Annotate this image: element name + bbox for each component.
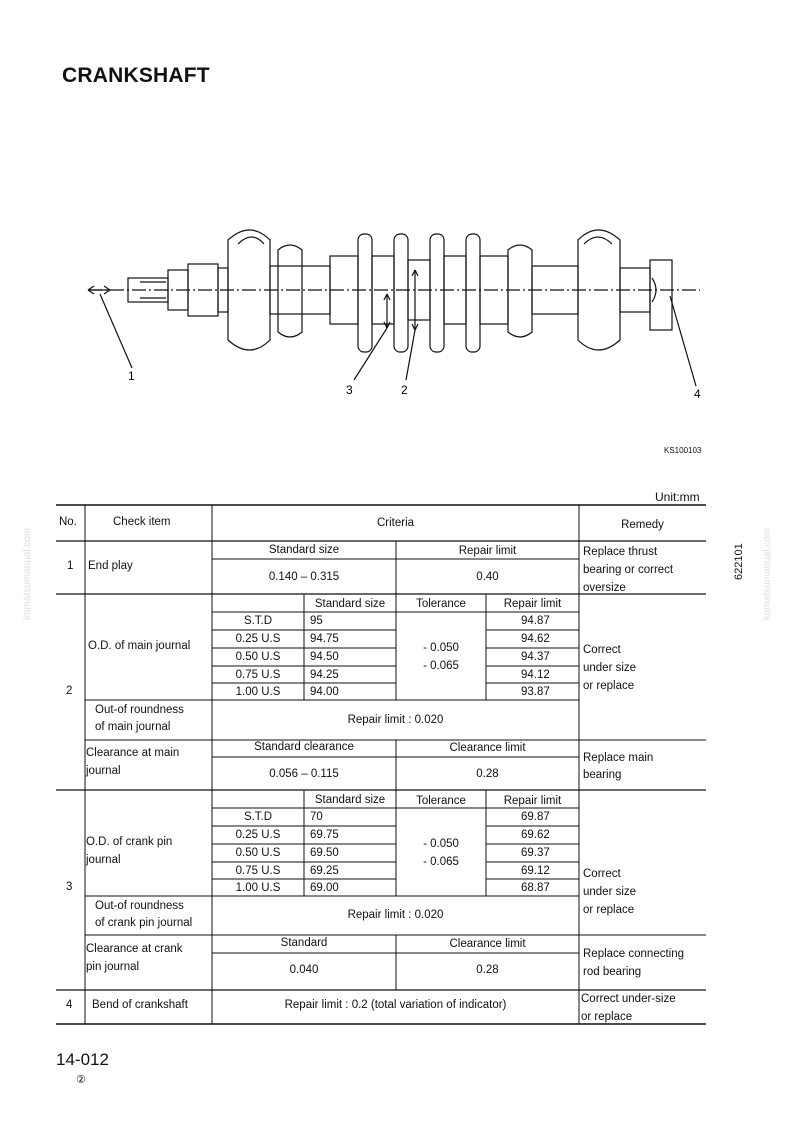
row3-item-od-line2: journal: [86, 854, 121, 866]
row1-col-standard: Standard size: [268, 544, 340, 556]
row2-clearance-standard-value: 0.056 – 0.115: [269, 768, 339, 780]
watermark-left: komatsumanual.com: [22, 527, 33, 620]
row4-remedy-line1: Correct under-size: [581, 993, 676, 1005]
row2-remedy-b-line1: Replace main: [583, 752, 654, 764]
callout-3: 3: [346, 383, 353, 397]
row2-remedy-a-line1: Correct: [583, 644, 621, 656]
row2-standard: 95: [310, 615, 323, 627]
row2-size: S.T.D: [243, 615, 273, 627]
row3-out-round-item-line2: of crank pin journal: [95, 917, 193, 929]
row1-repair-value: 0.40: [476, 571, 499, 583]
row4-no: 4: [66, 999, 73, 1011]
row3-repair: 69.87: [521, 811, 550, 823]
row2-repair: 93.87: [521, 686, 550, 698]
row4-remedy-line2: or replace: [581, 1011, 633, 1023]
row3-size: 0.75 U.S: [235, 865, 281, 877]
row2-size: 0.50 U.S: [235, 651, 281, 663]
row3-clearance-standard-value: 0.040: [289, 964, 319, 976]
row2-out-round-value: Repair limit : 0.020: [347, 714, 444, 726]
row4-value: Repair limit : 0.2 (total variation of indicator): [284, 999, 507, 1011]
row2-no: 2: [66, 685, 73, 697]
header-check-item: Check item: [113, 516, 171, 528]
row3-standard: 69.00: [310, 882, 339, 894]
row3-size: 0.50 U.S: [235, 847, 281, 859]
row2-tolerance-upper: - 0.050: [423, 642, 459, 654]
row2-size: 0.25 U.S: [235, 633, 281, 645]
row3-clearance-col-limit: Clearance limit: [449, 938, 526, 950]
row2-clearance-limit-value: 0.28: [476, 768, 499, 780]
row2-size: 0.75 U.S: [235, 669, 281, 681]
row3-repair: 68.87: [521, 882, 550, 894]
row3-standard: 69.50: [310, 847, 339, 859]
row3-standard: 69.25: [310, 865, 339, 877]
header-no: No.: [59, 516, 77, 528]
row3-repair: 69.37: [521, 847, 550, 859]
row2-tolerance-lower: - 0.065: [423, 660, 459, 672]
row1-col-repair: Repair limit: [458, 545, 517, 557]
callout-1: 1: [128, 369, 135, 383]
row1-remedy-line3: oversize: [583, 582, 626, 594]
row2-clearance-item-line1: Clearance at main: [86, 747, 180, 759]
row3-clearance-limit-value: 0.28: [476, 964, 499, 976]
row1-item: End play: [88, 560, 133, 572]
side-code: 622101: [733, 543, 745, 580]
row3-repair: 69.62: [521, 829, 550, 841]
row1-no: 1: [67, 560, 74, 572]
row3-standard: 70: [310, 811, 323, 823]
row3-standard: 69.75: [310, 829, 339, 841]
row3-remedy-a-line3: or replace: [583, 904, 635, 916]
row2-repair: 94.37: [521, 651, 550, 663]
row3-no: 3: [66, 881, 73, 893]
row3-remedy-a-line2: under size: [583, 886, 637, 898]
callout-2: 2: [401, 383, 408, 397]
row2-repair: 94.12: [521, 669, 550, 681]
row3-remedy-a-line1: Correct: [583, 868, 621, 880]
row2-standard: 94.00: [310, 686, 339, 698]
row3-item-od-line1: O.D. of crank pin: [86, 836, 173, 848]
row3-tolerance-upper: - 0.050: [423, 838, 459, 850]
row1-remedy-line2: bearing or correct: [583, 564, 674, 576]
row2-subheader-tolerance: Tolerance: [416, 598, 466, 610]
row3-size: 0.25 U.S: [235, 829, 281, 841]
row3-subheader-tolerance: Tolerance: [416, 795, 466, 807]
row3-clearance-item-line2: pin journal: [86, 961, 140, 973]
unit-label: Unit:mm: [655, 490, 700, 504]
row3-remedy-b-line1: Replace connecting: [583, 948, 685, 960]
row3-repair: 69.12: [521, 865, 550, 877]
row2-clearance-col-limit: Clearance limit: [449, 742, 526, 754]
row2-item-od: O.D. of main journal: [88, 640, 191, 652]
row2-subheader-repair: Repair limit: [503, 598, 562, 610]
page-number: 14-012: [56, 1050, 109, 1069]
row3-out-round-value: Repair limit : 0.020: [347, 909, 444, 921]
row3-subheader-repair: Repair limit: [503, 795, 562, 807]
row1-standard-value: 0.140 – 0.315: [268, 571, 340, 583]
page-title: CRANKSHAFT: [62, 64, 210, 87]
row2-standard: 94.25: [310, 669, 339, 681]
header-criteria: Criteria: [376, 517, 415, 529]
row2-standard: 94.50: [310, 651, 339, 663]
row2-remedy-a-line2: under size: [583, 662, 637, 674]
row3-out-round-item-line1: Out-of roundness: [95, 900, 184, 912]
revision-mark: ②: [76, 1074, 86, 1086]
row2-standard: 94.75: [310, 633, 339, 645]
row2-clearance-item-line2: journal: [86, 765, 121, 777]
row2-remedy-b-line2: bearing: [583, 769, 622, 781]
watermark-right: komatsumanual.com: [762, 527, 773, 620]
figure-code: KS100103: [664, 446, 702, 455]
row2-remedy-a-line3: or replace: [583, 680, 635, 692]
row3-subheader-standard: Standard size: [314, 794, 386, 806]
row3-clearance-item-line1: Clearance at crank: [86, 943, 183, 955]
row4-item: Bend of crankshaft: [92, 999, 188, 1011]
row1-remedy-line1: Replace thrust: [583, 546, 658, 558]
row3-tolerance-lower: - 0.065: [423, 856, 459, 868]
row2-subheader-standard: Standard size: [314, 598, 386, 610]
row2-out-round-item-line1: Out-of roundness: [95, 704, 184, 716]
row3-size: S.T.D: [243, 811, 273, 823]
row3-remedy-b-line2: rod bearing: [583, 966, 642, 978]
row3-clearance-col-standard: Standard: [280, 937, 328, 949]
callout-4: 4: [694, 387, 701, 401]
row2-out-round-item-line2: of main journal: [95, 721, 171, 733]
row2-repair: 94.62: [521, 633, 550, 645]
row2-clearance-col-standard: Standard clearance: [254, 741, 354, 753]
row2-repair: 94.87: [521, 615, 550, 627]
row2-size: 1.00 U.S: [235, 686, 281, 698]
row3-size: 1.00 U.S: [235, 882, 281, 894]
header-remedy: Remedy: [621, 519, 664, 531]
